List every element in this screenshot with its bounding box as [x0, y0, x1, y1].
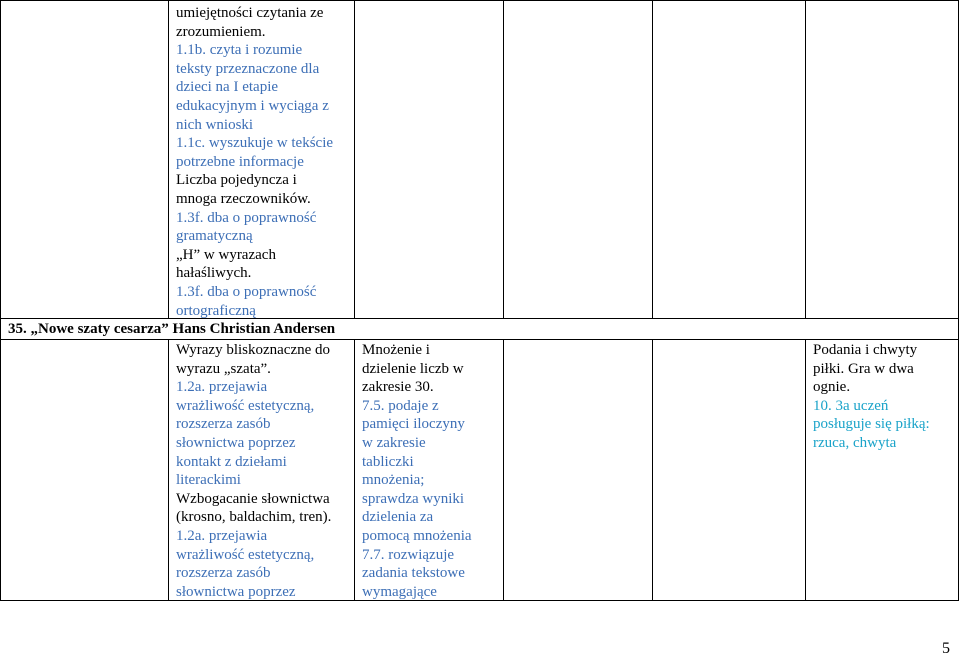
cell-text-line: hałaśliwych.: [176, 265, 252, 282]
cell-text-line: wymagające: [362, 583, 437, 600]
cell-text-line: 1.3f. dba o poprawność: [176, 283, 317, 300]
cell-text-line: (krosno, baldachim, tren).: [176, 509, 332, 526]
page-number: 5: [942, 640, 950, 657]
cell-text-line: pomocą mnożenia: [362, 527, 472, 544]
cell-text-line: 1.2a. przejawia: [176, 379, 268, 396]
column-divider: [503, 339, 504, 601]
cell-text-line: słownictwa poprzez: [176, 583, 296, 600]
cell-text-line: ortograficzną: [176, 302, 256, 319]
cell-text-line: kontakt z dziełami: [176, 453, 287, 470]
cell-text-line: rozszerza zasób: [176, 416, 271, 433]
cell-text-line: zadania tekstowe: [362, 565, 465, 582]
cell-text-line: dzielenie liczb w: [362, 360, 464, 377]
cell-text-line: mnożenia;: [362, 472, 425, 489]
cell-text-line: potrzebne informacje: [176, 153, 304, 170]
cell-text-line: Liczba pojedyncza i: [176, 172, 297, 189]
cell-text-line: nich wnioski: [176, 116, 254, 133]
column-divider: [652, 0, 653, 319]
cell-text-line: „H” w wyrazach: [176, 246, 276, 263]
cell-text-line: zrozumieniem.: [176, 23, 266, 40]
cell-text-line: 10. 3a uczeń: [813, 397, 889, 414]
column-divider: [168, 0, 169, 319]
cell-text-line: dzielenia za: [362, 509, 434, 526]
table-border-left: [0, 0, 1, 601]
cell-text-line: mnoga rzeczowników.: [176, 190, 311, 207]
cell-text-line: umiejętności czytania ze: [176, 5, 324, 21]
bottom-row-polish-cell: [172, 341, 354, 601]
bottom-row-pe-cell: [809, 341, 958, 453]
cell-text-line: ognie.: [813, 379, 851, 396]
cell-text-line: 1.3f. dba o poprawność: [176, 209, 317, 226]
cell-text-line: posługuje się piłką:: [813, 416, 930, 433]
column-divider: [354, 339, 355, 601]
cell-text-line: 7.5. podaje z: [362, 397, 439, 414]
cell-text-line: literackimi: [176, 472, 241, 489]
cell-text-line: rzuca, chwyta: [813, 434, 897, 451]
cell-text-line: edukacyjnym i wyciąga z: [176, 97, 329, 114]
cell-text-line: Wzbogacanie słownictwa: [176, 490, 330, 507]
cell-text-line: gramatyczną: [176, 228, 253, 245]
cell-text-line: wrażliwość estetyczną,: [176, 397, 315, 414]
lesson-title: 35. „Nowe szaty cesarza” Hans Christian Andersen: [8, 321, 336, 337]
cell-text-line: Podania i chwyty: [813, 342, 918, 358]
cell-text-line: 1.1c. wyszukuje w tekście: [176, 135, 334, 152]
section-divider-top: [0, 318, 959, 319]
cell-text-line: słownictwa poprzez: [176, 434, 296, 451]
cell-text-line: zakresie 30.: [362, 379, 434, 396]
cell-text-line: sprawdza wyniki: [362, 490, 465, 507]
cell-text-line: Mnożenie i: [362, 342, 430, 358]
top-row-skills-cell: [172, 4, 354, 320]
column-divider: [354, 0, 355, 319]
section-divider-bottom: [0, 339, 959, 340]
cell-text-line: w zakresie: [362, 434, 426, 451]
table-border-top: [0, 0, 959, 1]
column-divider: [805, 0, 806, 319]
cell-text-line: 1.2a. przejawia: [176, 527, 268, 544]
cell-text-line: tabliczki: [362, 453, 414, 470]
cell-text-line: wrażliwość estetyczną,: [176, 546, 315, 563]
cell-text-line: piłki. Gra w dwa: [813, 360, 914, 377]
bottom-row-math-cell: [358, 341, 503, 601]
table-border-right: [958, 0, 959, 601]
cell-text-line: rozszerza zasób: [176, 565, 271, 582]
cell-text-line: pamięci iloczyny: [362, 416, 465, 433]
column-divider: [805, 339, 806, 601]
column-divider: [652, 339, 653, 601]
column-divider: [503, 0, 504, 319]
cell-text-line: 7.7. rozwiązuje: [362, 546, 455, 563]
column-divider: [168, 339, 169, 601]
cell-text-line: Wyrazy bliskoznaczne do: [176, 342, 331, 358]
cell-text-line: 1.1b. czyta i rozumie: [176, 42, 303, 59]
cell-text-line: dzieci na I etapie: [176, 79, 279, 96]
cell-text-line: wyrazu „szata”.: [176, 360, 271, 377]
cell-text-line: teksty przeznaczone dla: [176, 60, 320, 77]
